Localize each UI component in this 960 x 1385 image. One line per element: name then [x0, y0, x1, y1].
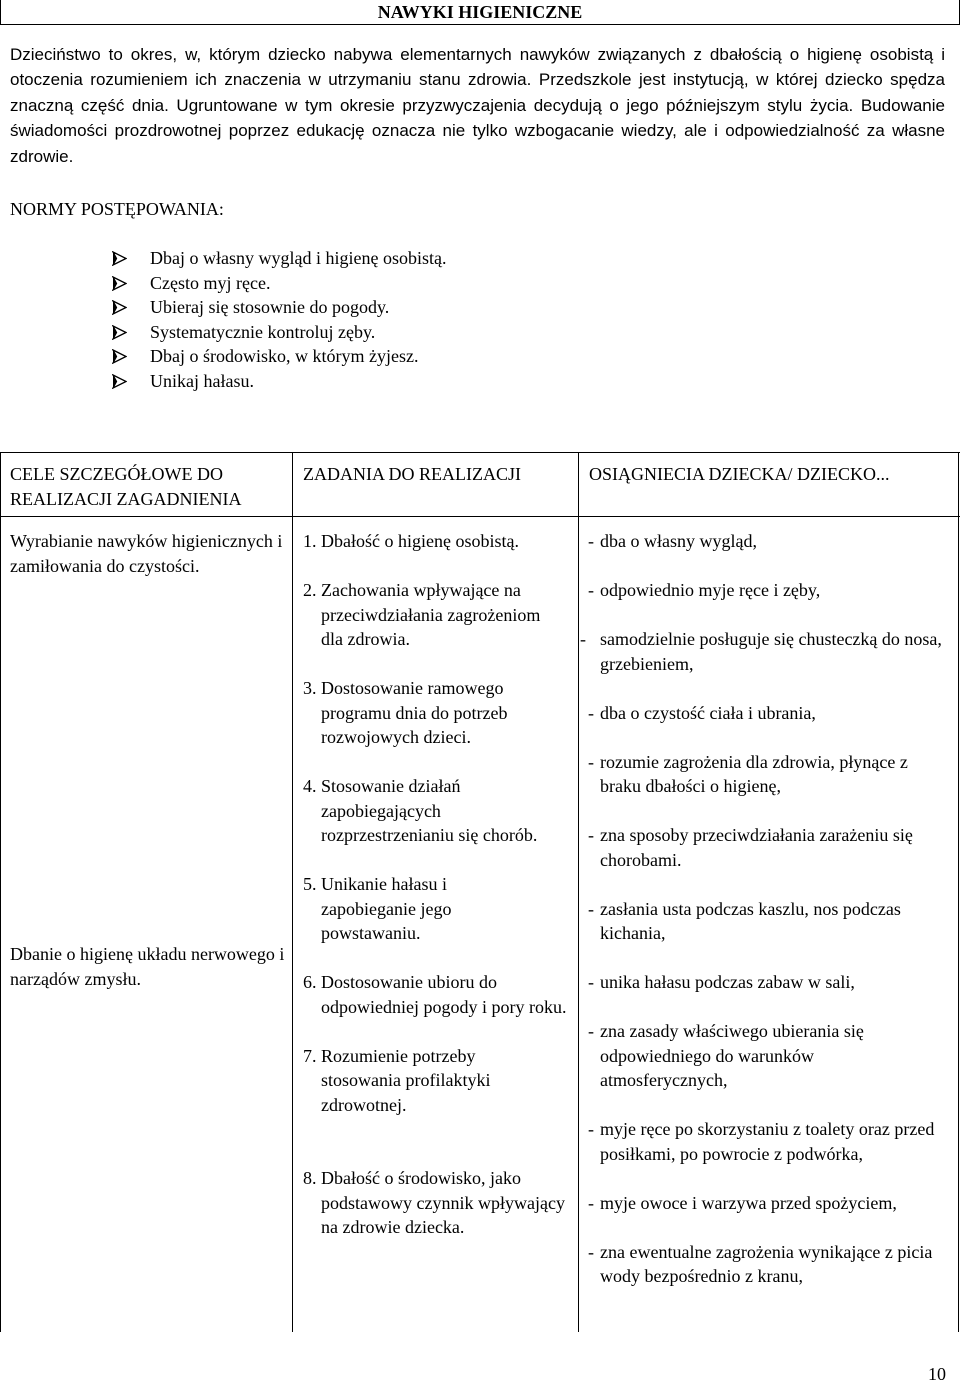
achievement-text: zna ewentualne zagrożenia wynikające z picia wody bezpośrednio z kranu, [600, 1241, 933, 1286]
norms-item [112, 295, 446, 320]
achievement-text: zasłania usta podczas kaszlu, nos podczas kichania, [600, 898, 901, 943]
achievement-item: - zna sposoby przeciwdziałania zarażeniu się chorobami. [588, 825, 913, 870]
document-title: NAWYKI HIGIENICZNE [0, 0, 960, 25]
table-header-divider [0, 516, 960, 517]
table-border-right [958, 452, 959, 1332]
task-item [303, 1166, 566, 1240]
task-number: 8. [303, 1168, 317, 1188]
task-text: Zachowania wpływające na przeciwdziałania zagrożeniom dla zdrowia. [321, 580, 541, 649]
achievement-text: myje owoce i warzywa przed spożyciem, [600, 1192, 897, 1213]
table-border-top [0, 452, 960, 453]
achievement-text: samodzielnie posługuje się chusteczką do nosa, grzebieniem, [600, 629, 942, 674]
task-item [303, 676, 566, 750]
tasks-column [303, 529, 575, 1240]
header-achievements: OSIĄGNIECIA DZIECKA/ DZIECKO... [589, 464, 890, 484]
task-text: Unikanie hałasu i zapobieganie jego powstawaniu. [321, 874, 452, 943]
task-text: Dbałość o higienę osobistą. [321, 531, 519, 551]
achievement-item: - myje owoce i warzywa przed spożyciem, [588, 1192, 897, 1213]
task-number: 4. [303, 776, 317, 796]
task-text: Dostosowanie ramowego programu dnia do potrzeb rozwojowych dzieci. [321, 678, 508, 747]
curriculum-table [0, 452, 960, 1332]
norms-item [112, 369, 446, 394]
achievement-text: myje ręce po skorzystaniu z toalety oraz przed posiłkami, po powrocie z podwórka, [600, 1119, 935, 1164]
achievement-item: - myje ręce po skorzystaniu z toalety oraz przed posiłkami, po powrocie z podwórka, [588, 1119, 935, 1164]
norms-heading: NORMY POSTĘPOWANIA: [10, 199, 224, 219]
page-number: 10 [928, 1364, 946, 1384]
arrow-bullet-icon [112, 374, 127, 389]
task-number: 7. [303, 1045, 317, 1066]
achievement-text: odpowiednio myje ręce i zęby, [600, 580, 821, 600]
task-item [303, 774, 541, 848]
task-text: Rozumienie potrzeby stosowania profilaktyki zdrowotnej. [321, 1045, 491, 1115]
task-item [303, 970, 586, 1019]
task-number: 6. [303, 972, 317, 992]
achievement-item: - zna zasady właściwego ubierania się odpowiedniego do warunków atmosferycznych, [588, 1021, 864, 1090]
achievement-item: - zna ewentualne zagrożenia wynikające z picia wody bezpośrednio z kranu, [588, 1241, 933, 1286]
achievement-text: zna sposoby przeciwdziałania zarażeniu się chorobami. [600, 825, 913, 870]
achievement-item: - unika hałasu podczas zabaw w sali, [588, 972, 855, 992]
task-item [303, 529, 575, 554]
table-col-divider-2 [578, 452, 579, 1332]
achievement-text: rozumie zagrożenia dla zdrowia, płynące z braku dbałości o higienę, [600, 751, 908, 796]
arrow-bullet-icon [112, 325, 127, 340]
intro-paragraph: Dzieciństwo to okres, w, którym dziecko nabywa elementarnych nawyków związanych z dbałością o higienę osobistą i otoczenia rozumieniem ich znaczenia w utrzymaniu stanu zdrowia. Przedszkole jest instytucją, w której dziecko spędza znaczną część dnia. Ugruntowane w tym okresie przyzwyczajenia decydują o jego późniejszym stylu życia. Budowanie świadomości prozdrowotnej poprzez edukację oznacza nie tylko wzbogacanie wiedzy, ale i odpowiedzialność za własne zdrowie. [10, 45, 945, 166]
norms-item-text: Dbaj o środowisko, w którym żyjesz. [150, 346, 419, 366]
task-number: 5. [303, 874, 317, 894]
task-number: 1. [303, 531, 317, 551]
norms-list [112, 246, 446, 393]
task-text: Stosowanie działań zapobiegających rozprzestrzenianiu się chorób. [321, 776, 538, 845]
norms-item-text: Dbaj o własny wygląd i higienę osobistą. [150, 248, 447, 268]
achievement-text: dba o własny wygląd, [600, 531, 757, 551]
goal-item: Wyrabianie nawyków higienicznych i zamiłowania do czystości. [10, 531, 283, 576]
norms-item [112, 246, 446, 271]
norms-item-text: Często myj ręce. [150, 272, 271, 293]
achievements-column [580, 529, 950, 1289]
arrow-bullet-icon [112, 251, 127, 266]
norms-item [112, 271, 446, 296]
achievement-item: - zasłania usta podczas kaszlu, nos podczas kichania, [588, 898, 901, 943]
table-col-divider-1 [292, 452, 293, 1332]
task-number: 3. [303, 678, 317, 698]
goal-item: Dbanie o higienę układu nerwowego i narządów zmysłu. [10, 944, 285, 989]
arrow-bullet-icon [112, 300, 127, 315]
achievement-item: - dba o czystość ciała i ubrania, [588, 702, 816, 723]
norms-item [112, 344, 446, 369]
achievement-item: - rozumie zagrożenia dla zdrowia, płynące z braku dbałości o higienę, [588, 751, 908, 796]
header-goals: CELE SZCZEGÓŁOWE DO REALIZACJI ZAGADNIENIA [10, 464, 242, 509]
achievement-item: - odpowiednio myje ręce i zęby, [588, 580, 821, 600]
task-item [303, 578, 561, 652]
norms-item-text: Unikaj hałasu. [150, 370, 254, 391]
achievement-text: dba o czystość ciała i ubrania, [600, 702, 816, 723]
norms-item-text: Systematycznie kontroluj zęby. [150, 321, 376, 342]
task-number: 2. [303, 580, 317, 600]
achievement-text: zna zasady właściwego ubierania się odpowiedniego do warunków atmosferycznych, [600, 1021, 864, 1090]
task-item [303, 872, 521, 946]
achievement-item: - dba o własny wygląd, [588, 531, 757, 551]
task-text: Dostosowanie ubioru do odpowiedniej pogody i pory roku. [321, 972, 567, 1017]
achievement-item: - samodzielnie posługuje się chusteczką do nosa, grzebieniem, [580, 629, 942, 674]
arrow-bullet-icon [112, 276, 127, 291]
table-border-left [0, 452, 1, 1332]
task-item [303, 1044, 551, 1118]
norms-item [112, 320, 446, 345]
norms-item-text: Ubieraj się stosownie do pogody. [150, 297, 390, 317]
task-text: Dbałość o środowisko, jako podstawowy czynnik wpływający na zdrowie dziecka. [321, 1168, 565, 1237]
arrow-bullet-icon [112, 349, 127, 364]
achievement-text: unika hałasu podczas zabaw w sali, [600, 972, 855, 992]
header-tasks: ZADANIA DO REALIZACJI [303, 464, 521, 484]
